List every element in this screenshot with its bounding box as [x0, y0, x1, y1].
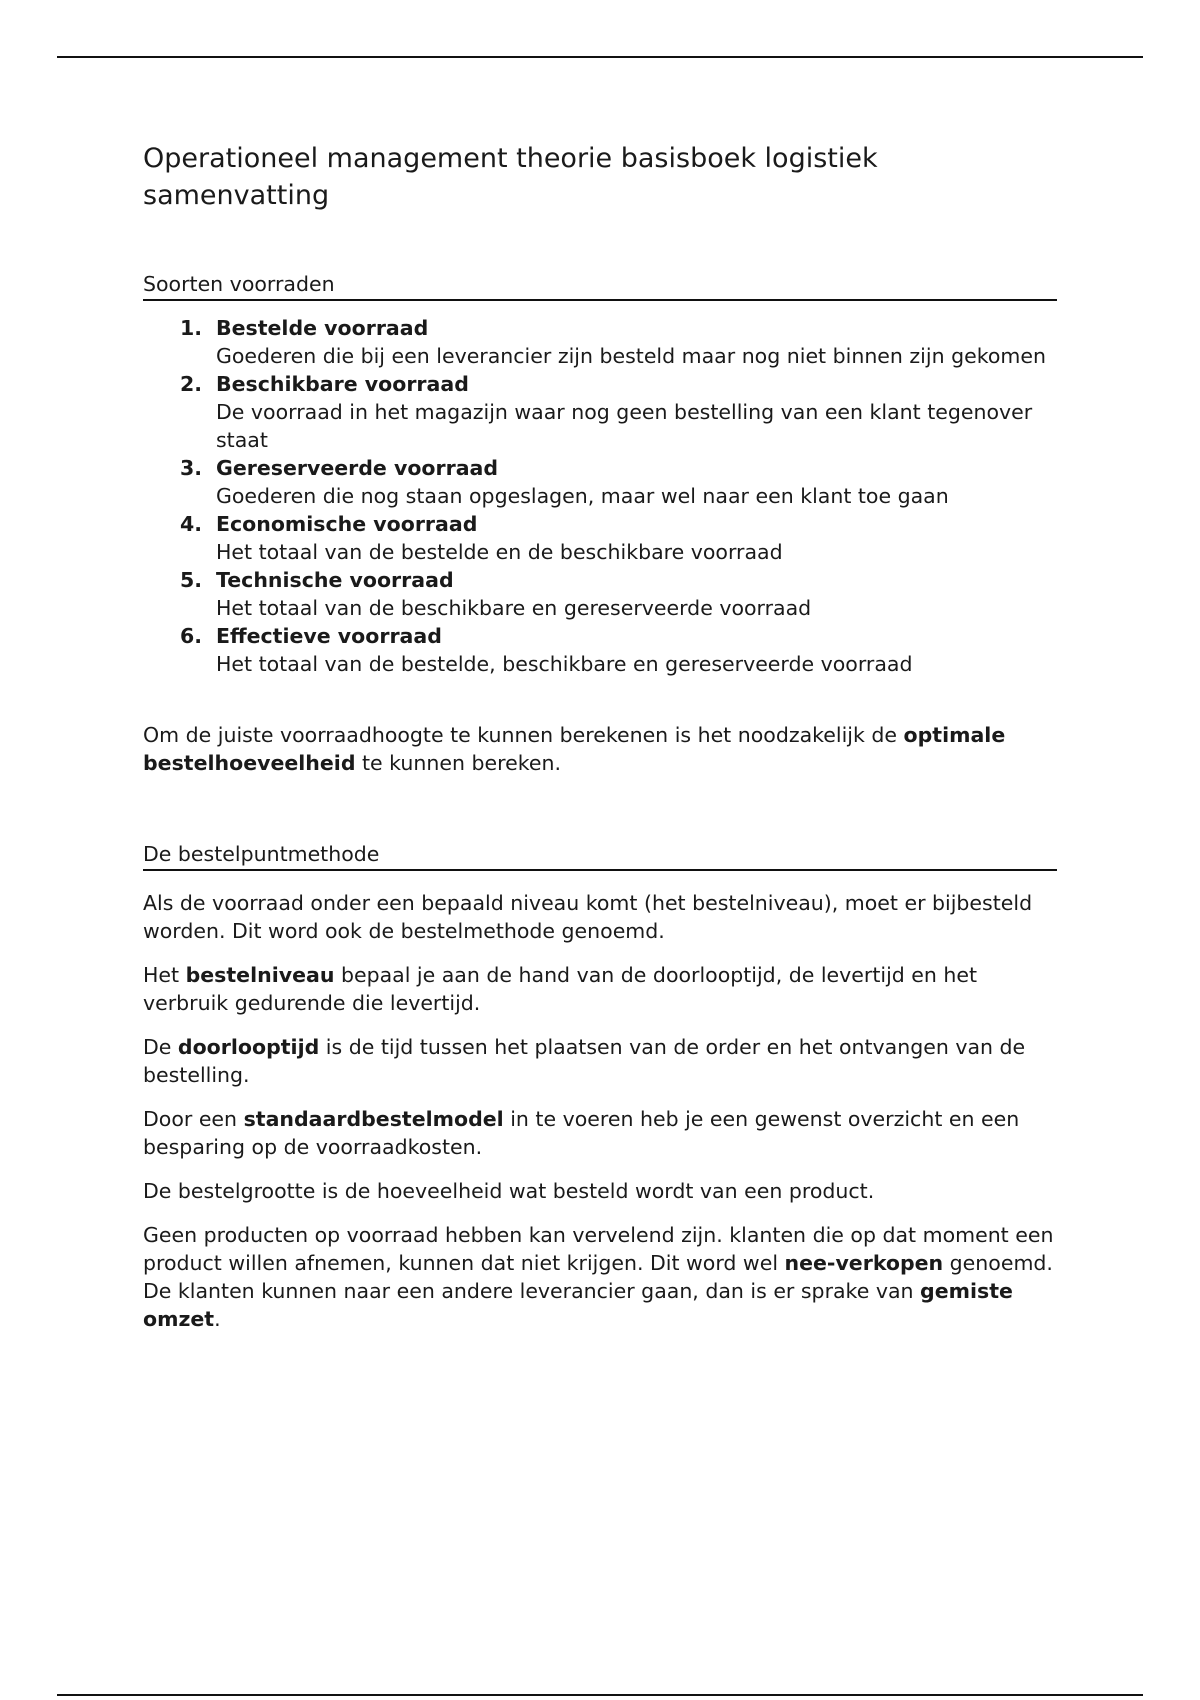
list-number: 5.	[180, 568, 203, 592]
paragraph-nee-verkopen	[143, 1221, 1057, 1333]
page-title: Operationeel management theorie basisboek logistiek samenvatting	[143, 143, 878, 211]
list-term: Bestelde voorraad	[216, 316, 429, 340]
list-description: Het totaal van de bestelde, beschikbare en gereserveerde voorraad	[216, 652, 913, 676]
paragraph-bestelniveau-intro: Als de voorraad onder een bepaald niveau komt (het bestelniveau), moet er bijbesteld worden. Dit word ook de bestelmethode genoemd.	[143, 891, 1033, 943]
list-term: Gereserveerde voorraad	[216, 456, 499, 480]
bold-term: optimale bestelhoeveelheid	[143, 723, 1006, 775]
paragraph-text: bepaal je aan de hand van de doorlooptijd, de levertijd en het verbruik gedurende die levertijd.	[143, 963, 978, 1015]
list-item	[143, 370, 1057, 454]
list-term: Technische voorraad	[216, 568, 454, 592]
list-number: 6.	[180, 624, 203, 648]
list-description: De voorraad in het magazijn waar nog geen bestelling van een klant tegenover staat	[216, 400, 1033, 452]
paragraph-text: in te voeren heb je een gewenst overzicht en een besparing op de voorraadkosten.	[143, 1107, 1020, 1159]
list-item	[143, 566, 1057, 622]
list-item	[143, 314, 1057, 370]
bottom-rule	[57, 1694, 1143, 1696]
list-description: Het totaal van de beschikbare en gereserveerde voorraad	[216, 596, 812, 620]
bold-term: nee-verkopen	[784, 1251, 944, 1275]
paragraph-bestelniveau	[143, 961, 1057, 1017]
paragraph-text: te kunnen bereken.	[355, 751, 562, 775]
list-item	[143, 622, 1057, 678]
paragraph-text: is de tijd tussen het plaatsen van de order en het ontvangen van de bestelling.	[143, 1035, 1026, 1087]
paragraph-text: .	[214, 1307, 221, 1331]
paragraph-text: Om de juiste voorraadhoogte te kunnen berekenen is het noodzakelijk de	[143, 723, 904, 747]
list-number: 3.	[180, 456, 203, 480]
top-rule	[57, 56, 1143, 58]
paragraph-text: De	[143, 1035, 178, 1059]
section-heading-soorten-voorraden: Soorten voorraden	[143, 272, 1057, 301]
bold-term: gemiste omzet	[143, 1279, 1013, 1331]
optimal-order-paragraph	[143, 721, 1057, 777]
list-item	[143, 510, 1057, 566]
voorraad-list	[143, 314, 1057, 678]
list-term: Effectieve voorraad	[216, 624, 442, 648]
paragraph-text: Door een	[143, 1107, 244, 1131]
paragraph-standaardbestelmodel	[143, 1105, 1057, 1161]
list-description: Goederen die bij een leverancier zijn besteld maar nog niet binnen zijn gekomen	[216, 344, 1046, 368]
list-description: Het totaal van de bestelde en de beschikbare voorraad	[216, 540, 783, 564]
bold-term: doorlooptijd	[177, 1035, 320, 1059]
list-description: Goederen die nog staan opgeslagen, maar wel naar een klant toe gaan	[216, 484, 949, 508]
section-heading-bestelpuntmethode: De bestelpuntmethode	[143, 842, 1057, 871]
page-content	[143, 140, 1057, 1333]
paragraph-doorlooptijd	[143, 1033, 1057, 1089]
list-number: 2.	[180, 372, 203, 396]
paragraph-text: genoemd. De klanten kunnen naar een andere leverancier gaan, dan is er sprake van	[143, 1251, 1053, 1303]
list-term: Beschikbare voorraad	[216, 372, 469, 396]
bold-term: standaardbestelmodel	[243, 1107, 504, 1131]
list-term: Economische voorraad	[216, 512, 478, 536]
list-number: 4.	[180, 512, 203, 536]
paragraph-text: Het	[143, 963, 186, 987]
paragraph-bestelgrootte: De bestelgrootte is de hoeveelheid wat besteld wordt van een product.	[143, 1179, 875, 1203]
bold-term: bestelniveau	[185, 963, 335, 987]
list-item	[143, 454, 1057, 510]
list-number: 1.	[180, 316, 203, 340]
paragraph-text: Geen producten op voorraad hebben kan vervelend zijn. klanten die op dat moment een product willen afnemen, kunnen dat niet krijgen. Dit word wel	[143, 1223, 1054, 1275]
